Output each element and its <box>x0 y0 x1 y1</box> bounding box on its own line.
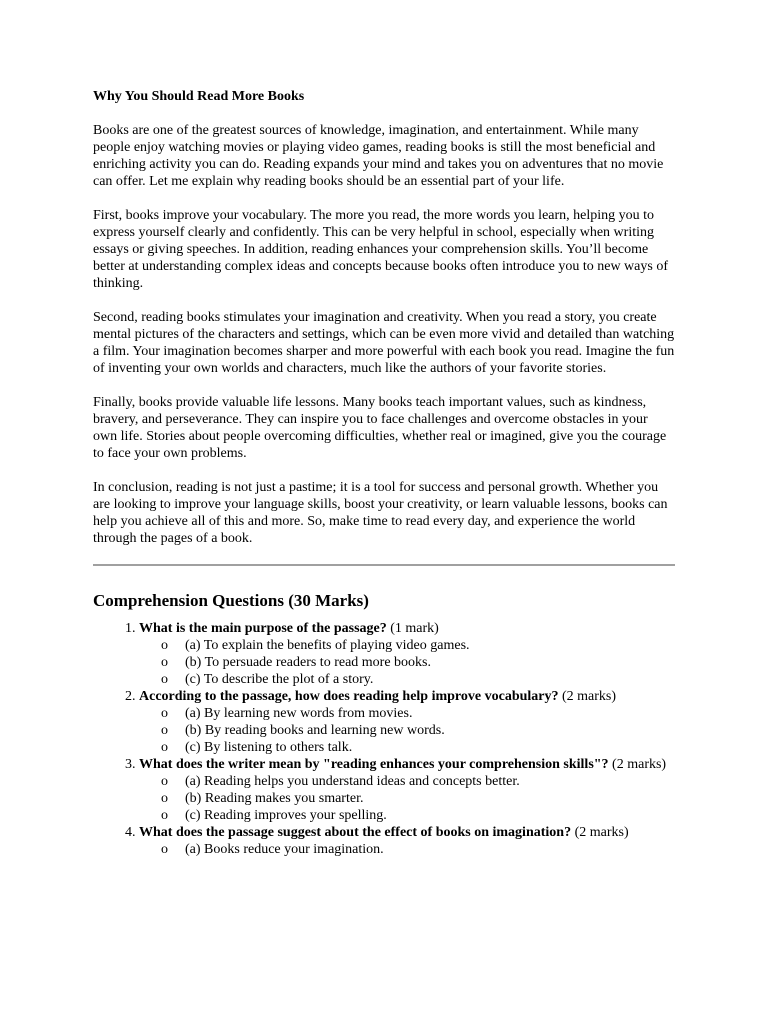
option-text: (c) To describe the plot of a story. <box>185 672 374 687</box>
question-marks: (2 marks) <box>574 825 629 840</box>
article-title: Why You Should Read More Books <box>93 89 305 104</box>
option-item <box>161 841 675 858</box>
question-text: What does the passage suggest about the effect of books on imagination? <box>139 825 572 840</box>
question-item <box>139 756 675 824</box>
question-item <box>139 688 675 756</box>
option-text: (c) By listening to others talk. <box>185 740 353 755</box>
option-bullet: o <box>161 672 168 687</box>
question-marks: (1 mark) <box>390 621 439 636</box>
option-item <box>161 705 675 722</box>
option-bullet: o <box>161 842 168 857</box>
option-item <box>161 671 675 688</box>
option-text: (b) Reading makes you smarter. <box>185 791 364 806</box>
options-list <box>139 705 675 756</box>
option-text: (a) Books reduce your imagination. <box>185 842 384 857</box>
option-item <box>161 807 675 824</box>
question-text: According to the passage, how does reading help improve vocabulary? <box>139 689 559 704</box>
option-item <box>161 722 675 739</box>
section-divider <box>93 564 675 566</box>
option-text: (b) By reading books and learning new words. <box>185 723 445 738</box>
option-text: (b) To persuade readers to read more books. <box>185 655 432 670</box>
article-paragraph-vocabulary: First, books improve your vocabulary. The more you read, the more words you learn, helping you to express yourself clearly and confidently. This can be very helpful in school, especially when writing essays or giving speeches. In addition, reading enhances your comprehension skills. You’ll become better at understanding complex ideas and concepts because books often introduce you to new ways of thinking. <box>93 208 668 291</box>
option-bullet: o <box>161 655 168 670</box>
question-item <box>139 620 675 688</box>
option-text: (c) Reading improves your spelling. <box>185 808 387 823</box>
article-paragraph-intro: Books are one of the greatest sources of knowledge, imagination, and entertainment. While many people enjoy watching movies or playing video games, reading books is still the most beneficial and enriching activity you can do. Reading expands your mind and takes you on adventures that no movie can offer. Let me explain why reading books should be an essential part of your life. <box>93 123 664 189</box>
option-bullet: o <box>161 740 168 755</box>
option-text: (a) By learning new words from movies. <box>185 706 413 721</box>
option-item <box>161 790 675 807</box>
questions-list <box>93 620 675 858</box>
question-marks: (2 marks) <box>562 689 617 704</box>
option-item <box>161 739 675 756</box>
option-item <box>161 637 675 654</box>
options-list <box>139 773 675 824</box>
option-text: (a) To explain the benefits of playing video games. <box>185 638 470 653</box>
option-text: (a) Reading helps you understand ideas and concepts better. <box>185 774 520 789</box>
questions-heading: Comprehension Questions (30 Marks) <box>93 591 369 610</box>
option-item <box>161 654 675 671</box>
article-paragraph-conclusion: In conclusion, reading is not just a pastime; it is a tool for success and personal growth. Whether you are looking to improve your language skills, boost your creativity, or learn valuable lessons, books can help you achieve all of this and more. So, make time to read every day, and experience the world through the pages of a book. <box>93 480 668 546</box>
option-bullet: o <box>161 774 168 789</box>
option-bullet: o <box>161 706 168 721</box>
options-list <box>139 637 675 688</box>
question-text: What is the main purpose of the passage? <box>139 621 387 636</box>
options-list <box>139 841 675 858</box>
option-bullet: o <box>161 723 168 738</box>
option-bullet: o <box>161 791 168 806</box>
option-item <box>161 773 675 790</box>
article-paragraph-imagination: Second, reading books stimulates your imagination and creativity. When you read a story, you create mental pictures of the characters and settings, which can be even more vivid and detailed than watching a film. Your imagination becomes sharper and more powerful with each book you read. Imagine the fun of inventing your own worlds and characters, much like the authors of your favorite stories. <box>93 310 675 376</box>
option-bullet: o <box>161 808 168 823</box>
option-bullet: o <box>161 638 168 653</box>
question-text: What does the writer mean by "reading enhances your comprehension skills"? <box>139 757 609 772</box>
question-item <box>139 824 675 858</box>
question-marks: (2 marks) <box>612 757 667 772</box>
article-paragraph-life-lessons: Finally, books provide valuable life lessons. Many books teach important values, such as kindness, bravery, and perseverance. They can inspire you to face challenges and overcome obstacles in your own life. Stories about people overcoming difficulties, whether real or imagined, give you the courage to face your own problems. <box>93 395 667 461</box>
